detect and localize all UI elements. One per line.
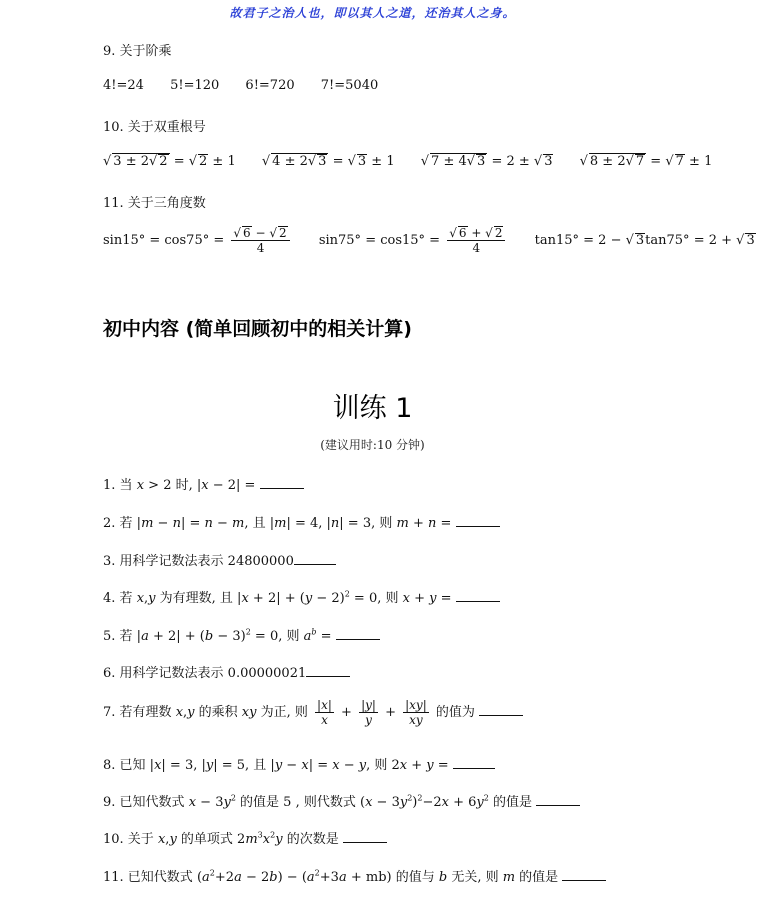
- question-7: 7. 若有理数 x,y 的乘积 xy 为正, 则 $\frac{|x|}{x}$ + $\frac{|y|}{y}$ + $\frac{|xy|}{xy}$ 的值为: [103, 698, 523, 727]
- answer-blank: [336, 627, 380, 640]
- answer-blank: [294, 552, 336, 565]
- training-subtitle: (建议用时:10 分钟): [320, 438, 425, 452]
- factorial-list: [103, 78, 400, 93]
- question-6: 6. 用科学记数法表示 0.00000021: [103, 662, 350, 681]
- fraction-y: $\frac{|y|}{y}$: [361, 698, 376, 727]
- answer-blank: [260, 476, 304, 489]
- trig-formula-sin15: sin15° = cos75° = $\frac{√ 6 - √ 2}{4}$: [103, 226, 293, 255]
- question-8: 8. 已知 |x| = 3, |y| = 5, 且 |y − x| = x − y, 则 2x + y =: [103, 754, 495, 773]
- question-2: 2. 若 |m − n| = n − m, 且 |m| = 4, |n| = 3, 则 m + n =: [103, 512, 500, 531]
- answer-blank: [343, 830, 387, 843]
- factorial-4: 4!=24: [103, 78, 144, 93]
- factorial-6: 6!=720: [245, 78, 295, 93]
- answer-blank: [479, 703, 523, 716]
- factorial-7: 7!=5040: [320, 78, 379, 93]
- radical-formula-3: √ 7 ± 4√ 3 = 2 ± √ 3: [420, 154, 553, 169]
- training-title: 训练 1: [332, 393, 413, 424]
- item10-heading: 10. 关于双重根号: [103, 120, 206, 135]
- question-9: 9. 已知代数式 $x - 3y^2$ 的值是 5 , 则代数式 $(x - 3y^2)^2-2x + 6y^2$ 的值是: [103, 791, 580, 810]
- trig-formula-sin75: sin75° = cos15° = $\frac{√ 6 + √ 2}{4}$: [319, 226, 509, 255]
- section-title: 初中内容 (简单回顾初中的相关计算): [103, 318, 412, 340]
- trig-formula-tan: tan15° = 2 − √ 3tan75° = 2 + √ 3: [534, 233, 755, 248]
- question-4: 4. 若 x,y 为有理数, 且 $|x + 2| + (y - 2)^2 = 0$, 则 x + y =: [103, 587, 500, 606]
- double-radical-formulas: [103, 153, 734, 169]
- question-3: 3. 用科学记数法表示 24800000: [103, 550, 336, 569]
- answer-blank: [562, 868, 606, 881]
- answer-blank: [456, 589, 500, 602]
- item9-heading: 9. 关于阶乘: [103, 44, 172, 59]
- question-10: 10. 关于 x,y 的单项式 $2m^3x^2y$ 的次数是: [103, 828, 387, 847]
- answer-blank: [456, 514, 500, 527]
- question-5: 5. 若 $|a + 2| + (b - 3)^2 = 0$, 则 $a^b$ =: [103, 625, 380, 644]
- question-1: 1. 当 x > 2 时, |x − 2| =: [103, 474, 304, 493]
- answer-blank: [306, 664, 350, 677]
- header-motto: 故君子之治人也，即以其人之道，还治其人之身。: [229, 6, 516, 20]
- radical-formula-2: √ 4 ± 2√ 3 = √ 3 ± 1: [261, 154, 395, 169]
- item11-heading: 11. 关于三角度数: [103, 196, 206, 211]
- trig-formulas: [103, 226, 778, 255]
- question-11: 11. 已知代数式 $(a^2+2a - 2b) - (a^2+3a + mb)$ 的值与 b 无关, 则 m 的值是: [103, 866, 606, 885]
- radical-formula-4: √ 8 ± 2√ 7 = √ 7 ± 1: [579, 154, 713, 169]
- answer-blank: [536, 793, 580, 806]
- radical-formula-1: √ 3 ± 2√ 2 = √ 2 ± 1: [103, 154, 236, 169]
- fraction-xy: $\frac{|xy|}{xy}$: [405, 698, 427, 727]
- fraction-x: $\frac{|x|}{x}$: [317, 698, 332, 727]
- answer-blank: [453, 756, 495, 769]
- factorial-5: 5!=120: [170, 78, 220, 93]
